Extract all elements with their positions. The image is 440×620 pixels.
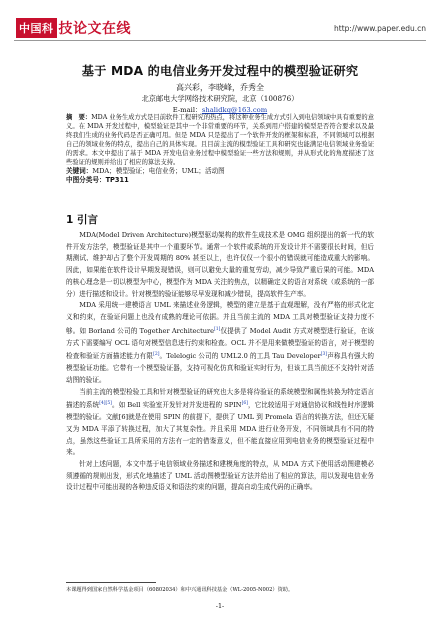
journal-logo[interactable] — [16, 18, 131, 38]
email-label: E-mail： — [172, 106, 202, 114]
section-number: 1 — [66, 214, 74, 226]
text-run: 仅提供了 Model Audit 方式对模型进行验证，在该方式下需要编写 OCL 语句对模型信息进行约束和检查。OCL 并不是用来做模型验证的语言，对于模型的检查和验证方面描述能力有限 — [66, 326, 375, 361]
authors: 高兴彩，李晓峰，乔秀全 — [176, 83, 264, 92]
footnote: 本课题得到国家自然科学基金项目（60802034）和中兴通讯科技基金（WL-2005-N002）资助。 — [66, 587, 294, 593]
affiliation: 北京邮电大学网络技术研究院，北京（100876） — [141, 94, 299, 103]
site-header — [0, 0, 440, 40]
abstract-block — [66, 114, 374, 185]
citation-link[interactable]: [4][5] — [99, 401, 112, 407]
citation-link[interactable]: [3] — [320, 352, 328, 358]
citation-link[interactable]: [2] — [153, 352, 160, 358]
text-run: MDA 采用统一建模语言 UML 来描述业务逻辑，模型的建立是基于直观理解，没有严格的形式化定义和约束，在验证问题上也没有成熟的理论可依据。并且当前主流的 MDA 工具对模型验证支持力度不够。如 Borland 公司的 Together Architecture — [66, 301, 374, 335]
text-run: 。Telelogic 公司的 UML2.0 的工具 Tau Developer — [159, 352, 321, 361]
paragraph: 针对上述问题，本文中基于电信领域业务描述和建模角度的特点，从 MDA 方式下使用活动图建模必须遵循的规则出发，形式化地描述了 UML 活动图模型验证方法并给出了相应的算法，用以发现电信业务设计过程中可能出现的各种违反语义和语法约束的问题，提高自动生成代码的正确率。 — [66, 459, 374, 492]
paragraph — [66, 387, 374, 459]
email-line — [0, 104, 440, 114]
text-run: 。如 Bell 实验室开发针对并发进程的 SPIN — [111, 401, 242, 410]
footnote-divider — [66, 582, 156, 583]
body-text — [66, 230, 374, 494]
section-title: 引言 — [76, 214, 98, 226]
keywords — [66, 167, 374, 176]
citation-link[interactable]: [1] — [214, 326, 221, 332]
paragraph: MDA(Model Driven Architecture)模型驱动架构的软件生成技术是 OMG 组织提出的新一代的软件开发方法学，模型验证是其中一个重要环节。通常一个软件或系统的开发设计并不需要很长时间，但后期测试、维护却占了整个开发周期的 80% 甚至以上，也许仅仅一个很小的错误就可能造成重大的影响。因此，如果能在软件设计早期发现错误，则可以避免大量的重复劳动，减少导致严重后果的可能。MDA 的核心理念是一切以模型为中心，模型作为 MDA 关注的焦点，以精确定义的语言对系统（或系统的一部分）进行描述和设计。针对模型的验证能够尽早发现和减少错误，提高软件生产率。 — [66, 231, 374, 298]
classification-label: 中图分类号： — [66, 176, 106, 185]
keywords-label: 关键词： — [66, 167, 93, 176]
paragraph — [66, 300, 374, 386]
text-run: 声称具有强大的模型验证功能。它带有一个模型验证器，支持可视化仿真和验证实时行为，但该工具当前还不支持针对活动图的验证。 — [66, 352, 375, 384]
abstract-text: MDA 业务生成方式是目前软件工程研究的热点，将这种业务生成方式引入到电信领域中具有重要的意义。在 MDA 开发过程中，模型验证是其中一个非常重要的环节，关系到用户搭建的模型是否符合要求以及最终我们生成的业务代码是否正确可用。但是 MDA 只是提出了一个软件开发的框架和标准，不同领域可以根据自己的领域业务的特点，提出自己的具体实现。且目前主流的模型验证工具和研究也能满足电信领域业务验证的需求。本文中提出了基于 MDA 开发电信业务过程中模型验证一些方法和规则，并从形式化的角度描述了这些验证的规则并给出了相应的算法支持。 — [66, 114, 375, 166]
citation-link[interactable]: [6] — [241, 401, 248, 407]
paper-title: 基于 MDA 的电信业务开发过程中的模型验证研究 — [81, 64, 359, 78]
classification — [66, 176, 374, 185]
classification-code: TP311 — [105, 176, 129, 185]
abstract — [66, 114, 374, 167]
header-divider — [14, 40, 426, 41]
keywords-text: MDA；模型验证；电信业务；UML；活动图 — [92, 167, 225, 176]
page-number: -1- — [215, 602, 225, 610]
section-heading — [66, 212, 98, 227]
logo-text: 技论文在线 — [58, 21, 131, 37]
abstract-label: 摘 要： — [66, 114, 92, 121]
email-link[interactable]: shalidkq@163.com — [201, 106, 268, 114]
text-run: ，它比较适用于对通信协议和线性时序逻辑模型的验证。文献[6]就是在使用 SPIN 的前提下，提供了 UML 到 Promela 语言的转换方法，但还无疑又为 MDA 平添了转换过程，加大了其复杂性。并且采用 MDA 进行业务开发，不同领域具有不同的特点，虽然这些验证工具所采用的方法有一定的借鉴意义，但不能直接应用到电信业务的模型验证过程中来。 — [66, 401, 375, 457]
site-url[interactable]: http://www.paper.edu.cn — [334, 24, 426, 33]
text-run: 当前主流的模型检验工具和针对模型验证的研究也大多是将待验证的系统模型和属性转换为特定语言描述的系统 — [66, 387, 374, 410]
logo-mark: 中国科 — [16, 18, 57, 38]
